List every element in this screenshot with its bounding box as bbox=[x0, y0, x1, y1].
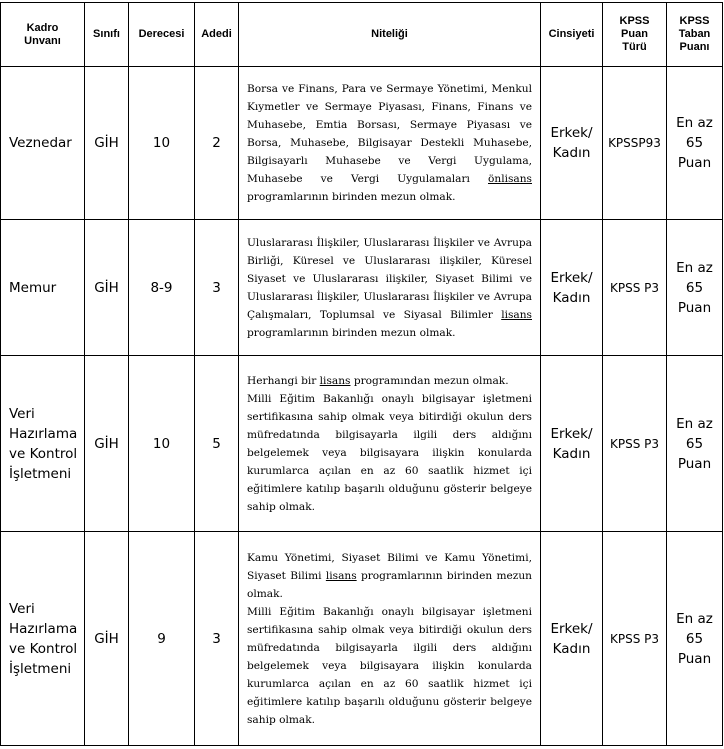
cell-sinif: GİH bbox=[85, 532, 129, 746]
nitelik-certificate-paragraph: Milli Eğitim Bakanlığı onaylı bilgisayar işletmeni sertifikasına sahip olmak veya bitirdiği okulun ders müfredatında bilgisayarla ilgili ders aldığını belgelemek veya bilgisayara ilişkin konularda kurumlarca açılan en az 60 saatlik hizmet içi eğitimlere katılıp başarılı olduğunu gösterir belgeye sahip olmak. bbox=[247, 605, 532, 726]
cell-derece: 9 bbox=[129, 532, 195, 746]
header-kpss-taban-puani: KPSS Taban Puanı bbox=[667, 3, 723, 67]
nitelik-program-level: önlisans bbox=[488, 173, 532, 185]
header-niteligi: Niteliği bbox=[239, 3, 541, 67]
cell-nitelik bbox=[239, 356, 541, 532]
cell-taban-puan: En az 65 Puan bbox=[667, 67, 723, 220]
nitelik-paragraph bbox=[247, 372, 532, 390]
cell-nitelik bbox=[239, 67, 541, 220]
nitelik-text-end: programlarının birinden mezun olmak. bbox=[247, 326, 456, 339]
header-kpss-puan-turu: KPSS Puan Türü bbox=[603, 3, 667, 67]
cell-taban-puan: En az 65 Puan bbox=[667, 220, 723, 356]
cell-puan-turu: KPSS P3 bbox=[603, 220, 667, 356]
cell-unvan: Veri Hazırlama ve Kontrol İşletmeni bbox=[1, 356, 85, 532]
nitelik-text-end: programından mezun olmak. bbox=[350, 374, 509, 387]
cell-adet: 5 bbox=[195, 356, 239, 532]
table-row bbox=[1, 67, 723, 220]
cell-nitelik bbox=[239, 532, 541, 746]
cell-cinsiyet: Erkek/ Kadın bbox=[541, 356, 603, 532]
table-row bbox=[1, 220, 723, 356]
header-adedi: Adedi bbox=[195, 3, 239, 67]
nitelik-text: Kamu Yönetimi, Siyaset Bilimi ve Kamu Yönetimi, Siyaset Bilimi bbox=[247, 551, 532, 582]
cell-derece: 10 bbox=[129, 356, 195, 532]
kadro-table bbox=[0, 2, 723, 746]
nitelik-text-end: programlarının birinden mezun olmak. bbox=[247, 569, 532, 600]
table-row bbox=[1, 532, 723, 746]
nitelik-program-level: lisans bbox=[325, 569, 357, 582]
nitelik-program-level: lisans bbox=[501, 308, 532, 321]
cell-sinif: GİH bbox=[85, 67, 129, 220]
cell-nitelik bbox=[239, 220, 541, 356]
cell-sinif: GİH bbox=[85, 356, 129, 532]
cell-sinif: GİH bbox=[85, 220, 129, 356]
cell-adet: 3 bbox=[195, 532, 239, 746]
nitelik-text: Herhangi bir bbox=[247, 374, 320, 387]
table-header-row bbox=[1, 3, 723, 67]
nitelik-text: Uluslararası İlişkiler, Uluslararası İlişkiler ve Avrupa Birliği, Küresel ve Uluslararası ilişkiler, Küresel Siyaset ve Uluslararası ilişkiler, Siyaset Bilimi ve Uluslararası İlişkiler, Uluslararası İlişkiler ve Avrupa Çalışmaları, Toplumsal ve Siyasal Bilimler bbox=[247, 236, 532, 321]
nitelik-paragraph bbox=[247, 549, 532, 603]
cell-adet: 3 bbox=[195, 220, 239, 356]
nitelik-paragraph bbox=[247, 80, 532, 206]
header-kadro-unvani: Kadro Unvanı bbox=[1, 3, 85, 67]
table-row bbox=[1, 356, 723, 532]
header-derecesi: Derecesi bbox=[129, 3, 195, 67]
header-cinsiyeti: Cinsiyeti bbox=[541, 3, 603, 67]
nitelik-text-end: programlarının birinden mezun olmak. bbox=[247, 191, 456, 203]
cell-puan-turu: KPSS P3 bbox=[603, 532, 667, 746]
cell-puan-turu: KPSSP93 bbox=[603, 67, 667, 220]
cell-cinsiyet: Erkek/ Kadın bbox=[541, 67, 603, 220]
cell-puan-turu: KPSS P3 bbox=[603, 356, 667, 532]
cell-cinsiyet: Erkek/ Kadın bbox=[541, 220, 603, 356]
cell-unvan: Veznedar bbox=[1, 67, 85, 220]
cell-unvan: Veri Hazırlama ve Kontrol İşletmeni bbox=[1, 532, 85, 746]
nitelik-certificate-paragraph: Milli Eğitim Bakanlığı onaylı bilgisayar işletmeni sertifikasına sahip olmak veya bitirdiği okulun ders müfredatında bilgisayarla ilgili ders aldığını belgelemek veya bilgisayara ilişkin konularda kurumlarca açılan en az 60 saatlik hizmet içi eğitimlere katılıp başarılı olduğunu gösterir belgeye sahip olmak. bbox=[247, 392, 532, 513]
cell-cinsiyet: Erkek/ Kadın bbox=[541, 532, 603, 746]
nitelik-text: Borsa ve Finans, Para ve Sermaye Yönetimi, Menkul Kıymetler ve Sermaye Piyasası, Finans, Finans ve Muhasebe, Emtia Borsası, Sermaye Piyasası ve Borsa, Muhasebe, Bilgisayar Destekli Muhasebe, Bilgisayarlı Muhasebe ve Vergi Uygulama, Muhasebe ve Vergi Uygulamaları bbox=[247, 83, 532, 185]
cell-derece: 10 bbox=[129, 67, 195, 220]
cell-adet: 2 bbox=[195, 67, 239, 220]
cell-taban-puan: En az 65 Puan bbox=[667, 356, 723, 532]
header-sinifi: Sınıfı bbox=[85, 3, 129, 67]
cell-unvan: Memur bbox=[1, 220, 85, 356]
cell-derece: 8-9 bbox=[129, 220, 195, 356]
cell-taban-puan: En az 65 Puan bbox=[667, 532, 723, 746]
nitelik-program-level: lisans bbox=[319, 374, 351, 387]
nitelik-paragraph bbox=[247, 234, 532, 342]
